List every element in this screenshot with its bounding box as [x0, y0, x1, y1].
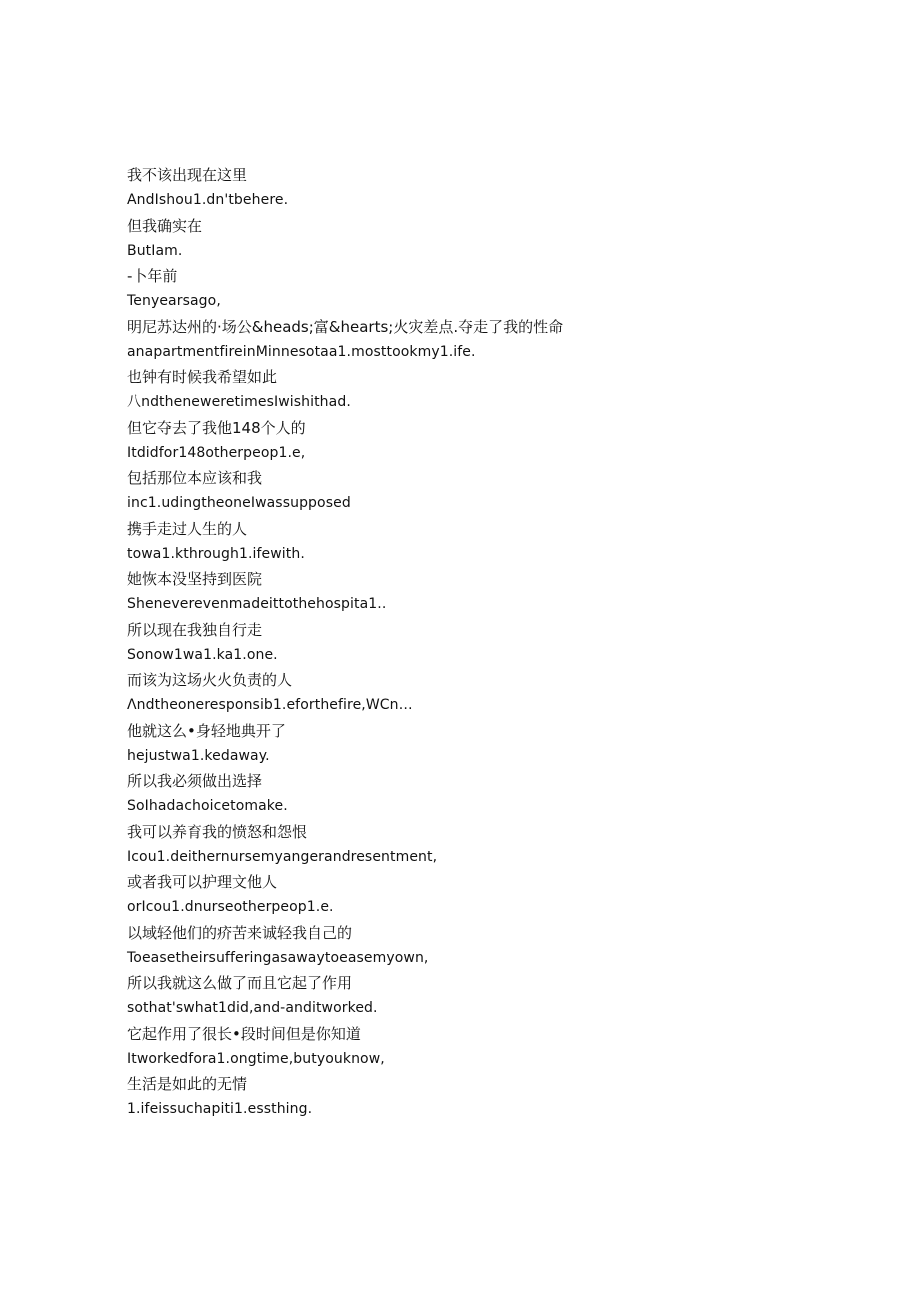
- chinese-line: 携手走过人生的人: [127, 519, 248, 538]
- chinese-line: 他就这么•身轻地典开了: [127, 721, 286, 740]
- english-line: hejustwa1.kedaway.: [127, 747, 270, 764]
- chinese-line: -卜年前: [127, 267, 178, 285]
- english-line: Itdidfor148otherpeop1.e,: [127, 444, 306, 461]
- chinese-line: 她恢本没坚持到医院: [127, 570, 263, 588]
- english-line: sothat'swhat1did,and-anditworked.: [127, 1000, 378, 1017]
- english-line: Sheneverevenmadeittothehospita1..: [127, 596, 387, 613]
- english-line: Sonow1wa1.ka1.one.: [127, 646, 278, 663]
- chinese-line: 所以现在我独自行走: [127, 620, 263, 639]
- chinese-line: 但它夺去了我他148个人的: [127, 418, 306, 437]
- english-line: AndIshou1.dn'tbehere.: [127, 192, 289, 209]
- english-line: SoIhadachoicetomake.: [127, 798, 288, 815]
- chinese-line: 它起作用了很长•段时间但是你知道: [127, 1024, 361, 1043]
- chinese-line: 或者我可以护理文他人: [127, 873, 278, 891]
- english-line: orIcou1.dnurseotherpeop1.e.: [127, 899, 334, 916]
- chinese-line: 以域轻他们的疥苦来诚轻我自己的: [127, 923, 353, 942]
- english-line: Icou1.deithernursemyangerandresentment,: [127, 848, 438, 865]
- english-line: 1.ifeissuchapiti1.essthing.: [127, 1101, 313, 1118]
- chinese-line: 也钟有时候我希望如此: [127, 368, 278, 386]
- chinese-line: 包括那位本应该和我: [127, 469, 263, 487]
- english-line: Λndtheoneresponsib1.eforthefire,WCn…: [127, 697, 413, 714]
- chinese-line: 生活是如此的无情: [127, 1075, 248, 1093]
- chinese-line: 所以我必须做出选择: [127, 772, 263, 790]
- chinese-line: 我可以养育我的愤怒和怨恨: [127, 822, 308, 841]
- english-line: Tenyearsago,: [127, 293, 221, 310]
- english-line: Toeasetheirsufferingasawaytoeasemyown,: [127, 949, 429, 966]
- english-line: 八ndtheneweretimesIwishithad.: [127, 394, 351, 411]
- chinese-line: 所以我就这么做了而且它起了作用: [127, 974, 353, 992]
- chinese-line: 但我确实在: [127, 216, 203, 235]
- chinese-line: 我不该出现在这里: [127, 166, 248, 184]
- chinese-line: 明尼苏达州的·场公&heads;富&hearts;火灾差点.夺走了我的性命: [127, 317, 564, 336]
- subtitle-transcript: [127, 163, 827, 1123]
- english-line: anapartmentfireinMinnesotaa1.mosttookmy1.ife.: [127, 343, 476, 360]
- english-line: Itworkedfora1.ongtime,butyouknow,: [127, 1050, 385, 1067]
- chinese-line: 而该为这场火火负责的人: [127, 671, 293, 689]
- english-line: towa1.kthrough1.ifewith.: [127, 545, 305, 562]
- english-line: inc1.udingtheoneIwassupposed: [127, 495, 351, 512]
- english-line: ButIam.: [127, 242, 183, 259]
